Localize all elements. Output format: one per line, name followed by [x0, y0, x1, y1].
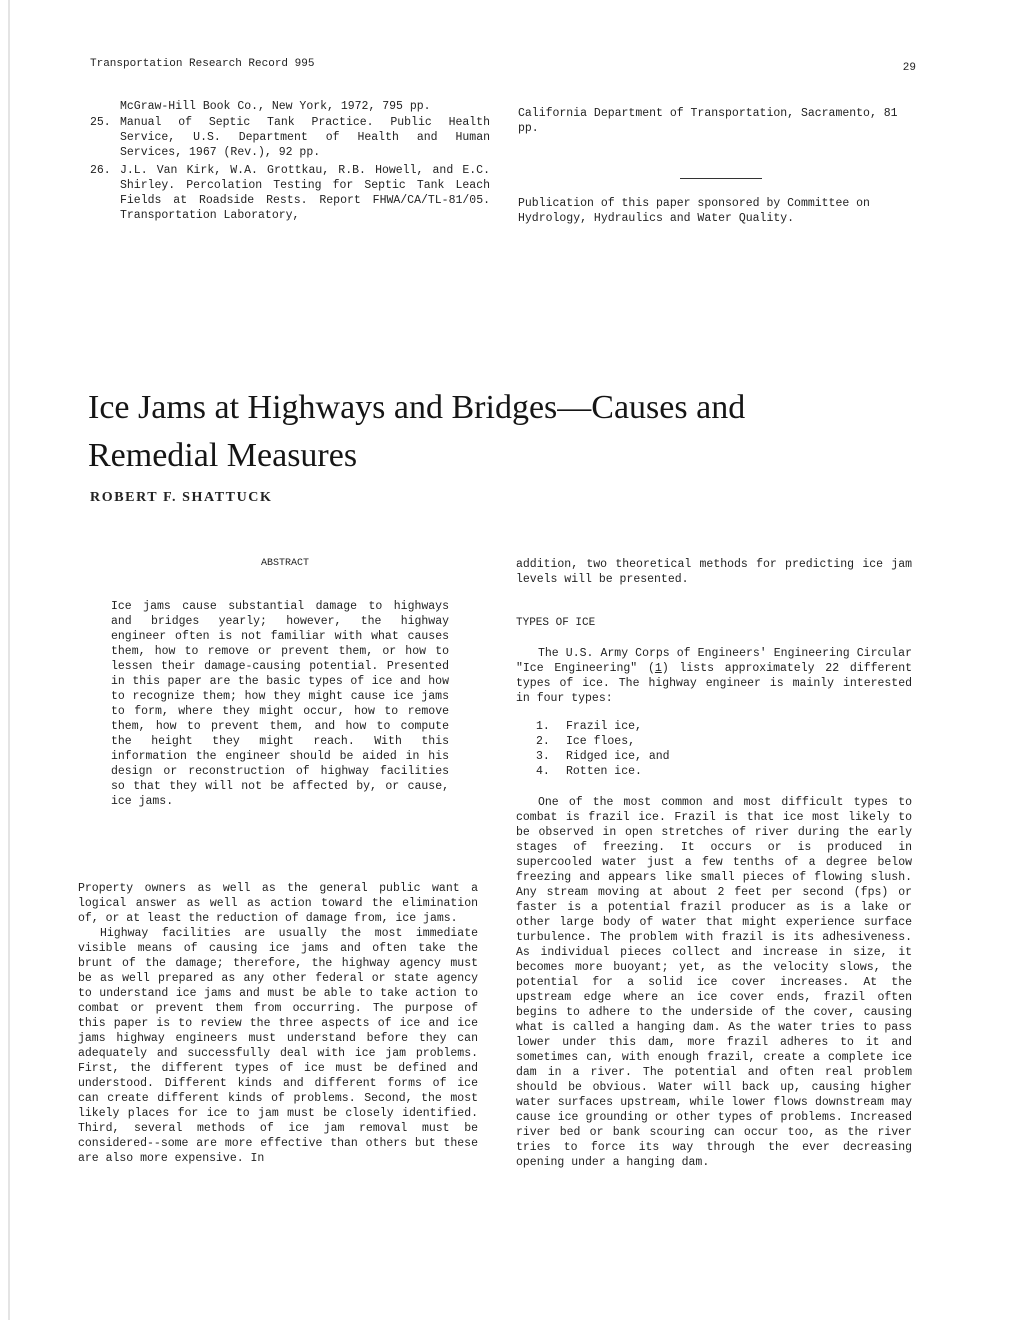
intro-paragraph-2: Highway facilities are usually the most immediate visible means of causing ice jams and often take the brunt of the damage; therefore, the highway agency must be as well prepared as any other federal or state agency to understand ice jams and must be able to take action to combat or prevent them from occurring. The purpose of this paper is to review the three aspects of ice and ice jams highway engineers must understand before they can adequately and successfully deal with ice jam problems. First, the different types of ice must be defined and understood. Different kinds and different forms of ice can create different kinds of problems. Second, the most likely places for ice to jam must be closely identified. Third, several methods of ice jam removal must be considered--some are more effective than others but these are also more expensive. In — [78, 927, 478, 1165]
ice-types-list — [536, 719, 670, 779]
reference-text: Manual of Septic Tank Practice. Public Health Service, U.S. Department of Health and Human Services, 1967 (Rev.), 92 pp. — [120, 116, 490, 159]
list-item: 4. Rotten ice. — [536, 765, 642, 778]
separator-rule — [680, 178, 762, 179]
abstract-heading: ABSTRACT — [260, 558, 309, 569]
reference-25 — [90, 115, 490, 160]
reference-citation: 1 — [654, 662, 662, 675]
page-number: 29 — [902, 62, 916, 74]
reference-number: 25. — [90, 116, 111, 129]
reference-26 — [90, 163, 490, 223]
author-name: ROBERT F. SHATTUCK — [90, 490, 273, 505]
reference-text: J.L. Van Kirk, W.A. Grottkau, R.B. Howell, and E.C. Shirley. Percolation Testing for Septic Tank Leach Fields at Roadside Rests. Report FHWA/CA/TL-81/05. Transportation Laboratory, — [120, 164, 490, 222]
sponsor-note: Publication of this paper sponsored by Committee on Hydrology, Hydraulics and Water Quality. — [518, 197, 870, 225]
types-paragraph: The U.S. Army Corps of Engineers' Engineering Circular "Ice Engineering" (1) lists approximately 22 different types of ice. The highway engineer is mainly interested in four types: — [516, 647, 913, 705]
article-title — [88, 384, 788, 480]
reference-26-continued: California Department of Transportation, Sacramento, 81 pp. — [518, 107, 898, 135]
scan-edge-line — [8, 0, 10, 1320]
intro-paragraph-1: Property owners as well as the general public want a logical answer as well as action toward the elimination of, or at least the reduction of damage from, ice jams. — [78, 882, 478, 925]
list-item: 3. Ridged ice, and — [536, 750, 670, 763]
running-header: Transportation Research Record 995 — [90, 58, 315, 70]
list-item: 2. Ice floes, — [536, 735, 636, 748]
left-column — [78, 881, 478, 1166]
list-item: 1. Frazil ice, — [536, 720, 642, 733]
title-line-1: Ice Jams at Highways and Bridges—Causes and — [88, 389, 746, 426]
reference-number: 26. — [90, 164, 111, 177]
intro-continuation: addition, two theoretical methods for predicting ice jam levels will be presented. — [516, 558, 912, 586]
frazil-paragraph: One of the most common and most difficult types to combat is frazil ice. Frazil is that ice most likely to be observed in open stretches of river during the early stages of freezing. It occurs or is produced in supercooled water just a few tenths of a degree below freezing and appears like small pieces of flowing slush. Any stream moving at about 2 feet per second (fps) or faster is a potential frazil producer as is a lake or other large body of water that might experience surface turbulence. The problem with frazil is its adhesiveness. As individual pieces collect and increase in size, it becomes more buoyant; yet, as the velocity slows, the potential for a solid ice cover increases. At the upstream edge where an ice cover ends, frazil often begins to adhere to the underside of the cover, causing what is called a hanging dam. As the water tries to pass lower under this dam, more frazil adheres to it and sometimes can, with enough frazil, create a complete ice dam in a river. The potential and often real problem should be obvious. Water will back up, causing higher water surfaces upstream, while lower flows downstream may cause ice grounding or other types of problems. Increased river bed or bank scouring can occur too, as the river tries to force its way through the ever decreasing opening under a hanging dam. — [516, 796, 912, 1169]
reference-continuation: McGraw-Hill Book Co., New York, 1972, 795 pp. — [120, 100, 431, 113]
title-line-2: Remedial Measures — [88, 437, 358, 474]
abstract-text: Ice jams cause substantial damage to highways and bridges yearly; however, the highway engineer often is not familiar with what causes them, how to remove or prevent them, or how to lessen their damage-causing potential. Presented in this paper are the basic types of ice and how to recognize them; how they might cause ice jams to form, where they might occur, how to remove them, how to prevent them, and how to compute the height they might reach. With this information the engineer should be aided in his design or reconstruction of highway facilities so that they will not be affected by, or cause, ice jams. — [111, 600, 449, 808]
section-heading-types-of-ice: TYPES OF ICE — [516, 617, 596, 629]
